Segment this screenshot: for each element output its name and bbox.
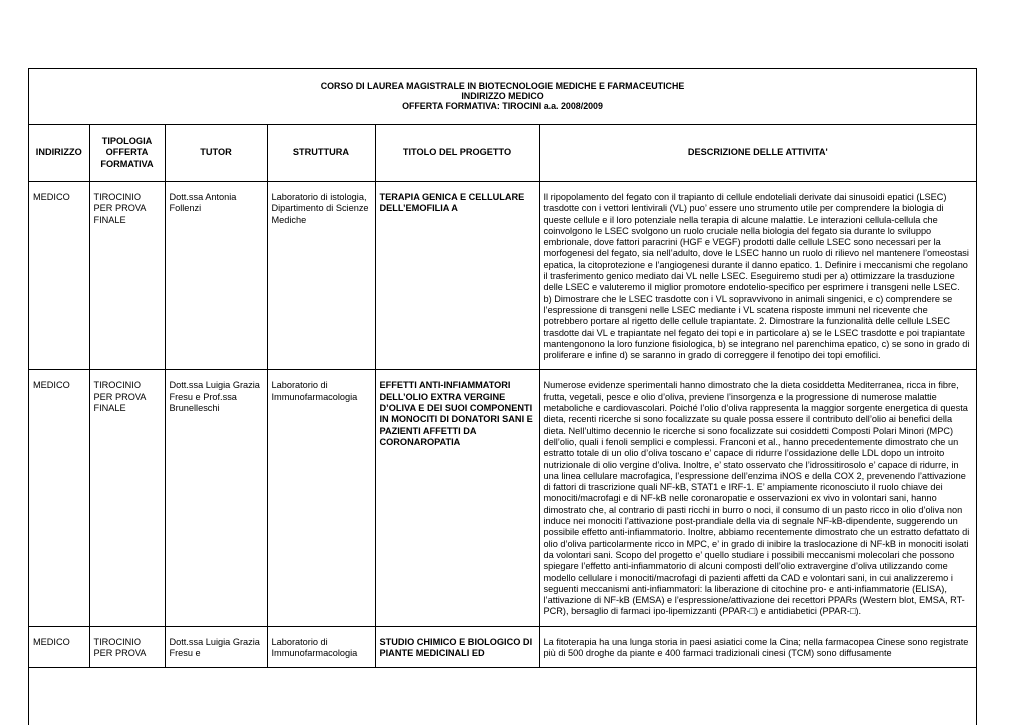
header-descrizione: DESCRIZIONE DELLE ATTIVITA' — [539, 125, 976, 182]
cell-tutor: Dott.ssa Luigia Grazia Fresu e — [165, 626, 267, 668]
header-tutor: TUTOR — [165, 125, 267, 182]
cell-struttura: Laboratorio di Immunofarmacologia — [267, 626, 375, 668]
header-struttura: STRUTTURA — [267, 125, 375, 182]
cell-tutor: Dott.ssa Antonia Follenzi — [165, 182, 267, 370]
table-row — [29, 626, 976, 668]
document-sheet — [28, 68, 977, 725]
table-row — [29, 370, 976, 626]
cell-descrizione: La fitoterapia ha una lunga storia in paesi asiatici come la Cina; nella farmacopea Cinese sono registrate più di 500 droghe da piante e 400 farmaci tradizionali cinesi (TCM) sono diffusamente — [539, 626, 976, 668]
header-tipologia: TIPOLOGIA OFFERTA FORMATIVA — [89, 125, 165, 182]
cell-titolo: TERAPIA GENICA E CELLULARE DELL’EMOFILIA A — [375, 182, 539, 370]
cell-tipologia: TIROCINIO PER PROVA — [89, 626, 165, 668]
cell-struttura: Laboratorio di Immunofarmacologia — [267, 370, 375, 626]
cell-indirizzo: MEDICO — [29, 626, 89, 668]
cell-tutor: Dott.ssa Luigia Grazia Fresu e Prof.ssa Brunelleschi — [165, 370, 267, 626]
cell-struttura: Laboratorio di istologia, Dipartimento di Scienze Mediche — [267, 182, 375, 370]
course-track: INDIRIZZO MEDICO — [461, 91, 544, 101]
cell-tipologia: TIROCINIO PER PROVA FINALE — [89, 370, 165, 626]
cell-descrizione: Numerose evidenze sperimentali hanno dimostrato che la dieta cosiddetta Mediterranea, ricca in fibre, frutta, vegetali, pesce e olio d’oliva, previene l’insorgenza e la progressione di numerose malattie metaboliche e cardiovascolari. Poiché l’olio d’oliva rappresenta la maggior sorgente energetica di questa dieta, recenti ricerche si sono focalizzate su quale possa essere il contributo dell’olio ai benefici della dieta. Nell’ultimo decennio le ricerche si sono focalizzate sui cosiddetti Composti Polari Minori (MPC) dell’olio, quali i fenoli semplici e complessi. Franconi et al., hanno precedentemente dimostrato che un estratto totale di un olio d’oliva toscano e’ capace di ridurre l’ossidazione delle LDL dopo un introito nutrizionale di olio vergine d’oliva. Inoltre, e’ stato osservato che l’idrossitirosolo e’ capace di ridurre, in una linea cellulare macrofagica, l’espressione dell’enzima iNOS e della COX 2, prevenendo l’attivazione di fattori di trascrizione quali NF-kB, STAT1 e IRF-1. E’ ampiamente riconosciuto il ruolo chiave dei monociti/macrofagi e di NF-kB nelle coronaropatie e osservazioni ex vivo in volontari sani, hanno dimostrato che, al contrario di pasti ricchi in burro o noci, il consumo di un pasto ricco in olio d’oliva non induce nei monociti l’attivazione post-prandiale della via di segnale NF-kB-dipendente, suggerendo un possibile effetto anti-infiammatorio. Inoltre, abbiamo recentemente dimostrato che un estratto defattato di olio d’oliva particolarmente ricco in MPC, e’ in grado di inibire la traslocazione di NF-kB in monociti isolati da volontari sani. Scopo del progetto e’ quello studiare i possibili meccanismi molecolari che possono spiegare l’effetto anti-infiammatorio di alcuni composti dell’olio extravergine d’oliva utilizzando come modello cellulare i monociti/macrofagi di pazienti affetti da CAD e volontari sani, in cui analizzeremo i seguenti meccanismi anti-infiammatori: la liberazione di citochine pro- e anti-infiammatorie (ELISA), l’attivazione di NF-kB (EMSA) e l’espressione/attivazione dei recettori PPARs (Western blot, EMSA, RT-PCR), bersaglio di farmaci ipo-lipemizzanti (PPAR-□) e antidiabetici (PPAR-□). — [539, 370, 976, 626]
cell-indirizzo: MEDICO — [29, 370, 89, 626]
header-titolo: TITOLO DEL PROGETTO — [375, 125, 539, 182]
table-row — [29, 182, 976, 370]
course-title: CORSO DI LAUREA MAGISTRALE IN BIOTECNOLOGIE MEDICHE E FARMACEUTICHE — [320, 81, 685, 91]
cell-tipologia: TIROCINIO PER PROVA FINALE — [89, 182, 165, 370]
offer-title: OFFERTA FORMATIVA: TIROCINI a.a. 2008/2009 — [402, 101, 603, 111]
cell-titolo: STUDIO CHIMICO E BIOLOGICO DI PIANTE MEDICINALI ED — [375, 626, 539, 668]
header-indirizzo: INDIRIZZO — [29, 125, 89, 182]
cell-descrizione: Il ripopolamento del fegato con il trapianto di cellule endoteliali derivate dai sinusoidi epatici (LSEC) trasdotte con i vettori lentivirali (VL) puo’ essere uno strumento utile per comprendere la biologia di queste cellule e il loro potenziale nella terapia di alcune malattie. Le interazioni cellula-cellula che coinvolgono le LSEC svolgono un ruolo cruciale nella biologia del fegato sia durante lo sviluppo embrionale, dove fattori paracrini (HGF e VEGF) prodotti dalle cellule LSEC sono necessari per la morfogenesi del fegato, sia nell’adulto, dove le LSEC hanno un ruolo di rilievo nel mantenere l’omeostasi epatica, la citoprotezione e l’angiogenesi durante il danno epatico. 1. Definire i meccanismi che regolano il trasferimento genico mediato dai VL nelle LSEC. Eseguiremo studi per a) ottimizzare la trasduzione delle LSEC e valuteremo il miglior promotore endotelio-specifico per esprimere i transgeni nelle LSEC. b) Dimostrare che le LSEC trasdotte con i VL sopravvivono in animali singenici, e c) comprendere se l’espressione di transgeni nelle LSEC mediante i VL scatena risposte immuni nel ricevente che potrebbero portare al rigetto delle cellule trapiantate. 2. Dimostrare la funzionalità delle cellule LSEC trasdotte dai VL e trapiantate nel fegato dei topi e in particolare a) se le LSEC trasdotte e poi trapiantate mantengonono la loro funzione fisiologica, b) se integrano nel parenchima epatico, c) se sono in grado di proliferare e infine d) se saranno in grado di correggere il fenotipo dei topi emofilici. — [539, 182, 976, 370]
internship-table — [29, 125, 976, 668]
cell-indirizzo: MEDICO — [29, 182, 89, 370]
table-header-row — [29, 125, 976, 182]
document-title-block — [29, 69, 976, 125]
cell-titolo: EFFETTI ANTI-INFIAMMATORI DELL’OLIO EXTRA VERGINE D’OLIVA E DEI SUOI COMPONENTI IN MONOCITI DI DONATORI SANI E PAZIENTI AFFETTI DA CORONAROPATIA — [375, 370, 539, 626]
